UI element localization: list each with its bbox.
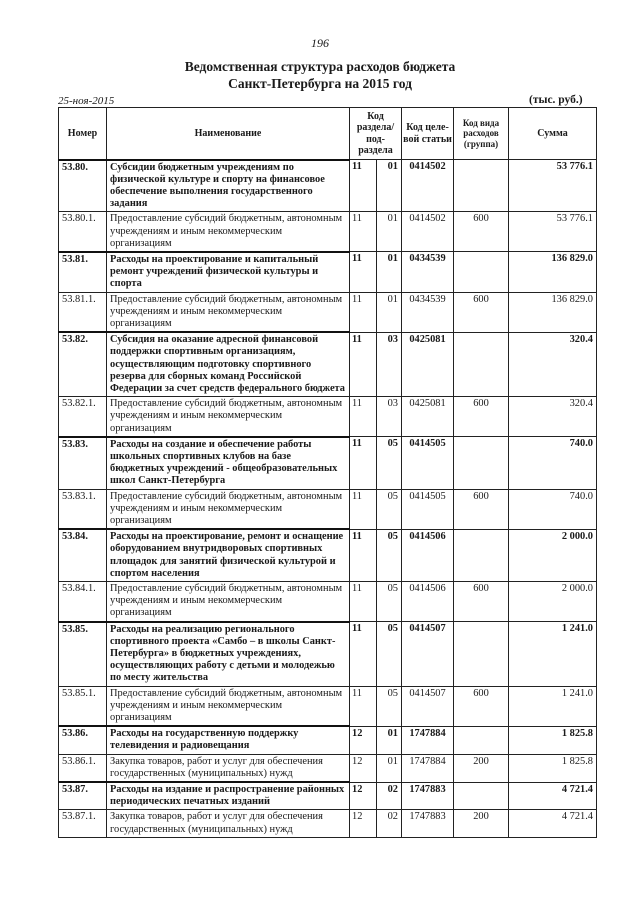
row-subsection: 05 [377, 622, 402, 687]
row-expense-type: 600 [454, 582, 509, 622]
row-sum: 1 241.0 [509, 622, 597, 687]
row-sum: 136 829.0 [509, 252, 597, 292]
row-subsection: 03 [377, 397, 402, 437]
row-article: 0414506 [402, 529, 454, 581]
row-expense-type [454, 437, 509, 489]
row-section: 11 [350, 292, 377, 332]
row-expense-type: 600 [454, 489, 509, 529]
row-section: 12 [350, 754, 377, 782]
header-expense-type: Код вида расходов (группа) [454, 108, 509, 160]
row-subsection: 05 [377, 529, 402, 581]
row-name: Предоставление субсидий бюджетным, автономным учреждениям и иным некоммерческим организациям [107, 686, 350, 726]
row-subsection: 05 [377, 582, 402, 622]
row-number: 53.85.1. [59, 686, 107, 726]
row-number: 53.83. [59, 437, 107, 489]
row-article: 0434539 [402, 252, 454, 292]
row-expense-type [454, 622, 509, 687]
table-row [59, 622, 597, 687]
table-row [59, 212, 597, 252]
row-article: 0414502 [402, 160, 454, 212]
row-article: 0425081 [402, 397, 454, 437]
row-name: Расходы на проектирование и капитальный ремонт учреждений физической культуры и спорта [107, 252, 350, 292]
table-row [59, 252, 597, 292]
row-article: 1747883 [402, 810, 454, 837]
row-section: 11 [350, 489, 377, 529]
document-date: 25-ноя-2015 [58, 95, 115, 107]
row-sum: 320.4 [509, 332, 597, 397]
row-expense-type [454, 726, 509, 754]
row-name: Расходы на создание и обеспечение работы школьных спортивных клубов на базе бюджетных учреждений - общеобразовательных школ Санкт-Петербурга [107, 437, 350, 489]
table-row [59, 160, 597, 212]
row-number: 53.85. [59, 622, 107, 687]
row-section: 11 [350, 332, 377, 397]
row-section: 12 [350, 810, 377, 837]
table-row [59, 726, 597, 754]
row-number: 53.86.1. [59, 754, 107, 782]
table-body [59, 160, 597, 838]
row-section: 11 [350, 160, 377, 212]
row-article: 0425081 [402, 332, 454, 397]
row-section: 12 [350, 782, 377, 810]
title-line-1: Ведомственная структура расходов бюджета [184, 59, 456, 74]
table-row [59, 489, 597, 529]
row-sum: 2 000.0 [509, 529, 597, 581]
row-expense-type: 600 [454, 212, 509, 252]
row-subsection: 01 [377, 252, 402, 292]
row-section: 11 [350, 212, 377, 252]
row-section: 11 [350, 252, 377, 292]
row-number: 53.83.1. [59, 489, 107, 529]
row-article: 0414507 [402, 686, 454, 726]
row-name: Предоставление субсидий бюджетным, автономным учреждениям и иным некоммерческим организациям [107, 292, 350, 332]
table-row [59, 437, 597, 489]
row-subsection: 02 [377, 810, 402, 837]
row-article: 1747883 [402, 782, 454, 810]
expenses-table [58, 107, 597, 838]
row-subsection: 05 [377, 489, 402, 529]
row-sum: 4 721.4 [509, 782, 597, 810]
row-name: Предоставление субсидий бюджетным, автономным учреждениям и иным некоммерческим организациям [107, 582, 350, 622]
row-expense-type [454, 160, 509, 212]
row-article: 0434539 [402, 292, 454, 332]
header-section: Код раздела/ под-раздела [350, 108, 402, 160]
header-number: Номер [59, 108, 107, 160]
header-article: Код целе-вой статьи [402, 108, 454, 160]
row-expense-type [454, 782, 509, 810]
row-name: Расходы на реализацию регионального спортивного проекта «Самбо – в школы Санкт-Петербурга» в бюджетных учреждениях, осуществляющих работу с детьми и молодежью по месту жительства [107, 622, 350, 687]
row-section: 12 [350, 726, 377, 754]
table-row [59, 529, 597, 581]
row-expense-type: 200 [454, 754, 509, 782]
row-name: Закупка товаров, работ и услуг для обеспечения государственных (муниципальных) нужд [107, 810, 350, 837]
row-sum: 2 000.0 [509, 582, 597, 622]
row-article: 0414507 [402, 622, 454, 687]
row-number: 53.82.1. [59, 397, 107, 437]
table-row [59, 810, 597, 837]
row-expense-type: 200 [454, 810, 509, 837]
row-expense-type [454, 529, 509, 581]
row-subsection: 01 [377, 292, 402, 332]
row-article: 1747884 [402, 754, 454, 782]
row-number: 53.86. [59, 726, 107, 754]
row-article: 0414502 [402, 212, 454, 252]
document-title [0, 58, 640, 92]
row-expense-type: 600 [454, 686, 509, 726]
row-number: 53.82. [59, 332, 107, 397]
row-sum: 1 825.8 [509, 726, 597, 754]
row-expense-type: 600 [454, 292, 509, 332]
table-row [59, 332, 597, 397]
row-number: 53.84.1. [59, 582, 107, 622]
row-article: 0414505 [402, 437, 454, 489]
row-name: Предоставление субсидий бюджетным, автономным учреждениям и иным некоммерческим организациям [107, 212, 350, 252]
table-row [59, 582, 597, 622]
row-article: 0414506 [402, 582, 454, 622]
row-expense-type [454, 332, 509, 397]
table-row [59, 292, 597, 332]
row-section: 11 [350, 397, 377, 437]
page-number: 196 [311, 36, 329, 50]
row-subsection: 01 [377, 754, 402, 782]
row-subsection: 02 [377, 782, 402, 810]
row-subsection: 05 [377, 437, 402, 489]
row-article: 1747884 [402, 726, 454, 754]
row-name: Предоставление субсидий бюджетным, автономным учреждениям и иным некоммерческим организациям [107, 489, 350, 529]
table-row [59, 754, 597, 782]
row-section: 11 [350, 582, 377, 622]
row-subsection: 01 [377, 212, 402, 252]
row-number: 53.80. [59, 160, 107, 212]
row-name: Расходы на государственную поддержку телевидения и радиовещания [107, 726, 350, 754]
row-name: Закупка товаров, работ и услуг для обеспечения государственных (муниципальных) нужд [107, 754, 350, 782]
table-row [59, 686, 597, 726]
row-article: 0414505 [402, 489, 454, 529]
row-sum: 320.4 [509, 397, 597, 437]
row-name: Расходы на издание и распространение районных периодических печатных изданий [107, 782, 350, 810]
row-subsection: 01 [377, 726, 402, 754]
row-section: 11 [350, 622, 377, 687]
row-name: Предоставление субсидий бюджетным, автономным учреждениям и иным некоммерческим организациям [107, 397, 350, 437]
row-number: 53.87.1. [59, 810, 107, 837]
row-name: Расходы на проектирование, ремонт и оснащение оборудованием внутридворовых спортивных площадок для занятий физической культурой и спортом населения [107, 529, 350, 581]
row-section: 11 [350, 686, 377, 726]
row-sum: 4 721.4 [509, 810, 597, 837]
row-sum: 740.0 [509, 489, 597, 529]
row-number: 53.80.1. [59, 212, 107, 252]
row-expense-type: 600 [454, 397, 509, 437]
title-line-2: Санкт-Петербурга на 2015 год [228, 76, 412, 91]
row-name: Субсидия на оказание адресной финансовой поддержки спортивным организациям, осуществляющим подготовку спортивного резерва для сборных команд Российской Федерации за счет средств федерального бюджета [107, 332, 350, 397]
row-number: 53.84. [59, 529, 107, 581]
table-row [59, 782, 597, 810]
row-expense-type [454, 252, 509, 292]
header-name: Наименование [107, 108, 350, 160]
header-sum: Сумма [509, 108, 597, 160]
row-sum: 53 776.1 [509, 212, 597, 252]
row-subsection: 01 [377, 160, 402, 212]
row-name: Субсидии бюджетным учреждениям по физической культуре и спорту на финансовое обеспечение выполнения государственного задания [107, 160, 350, 212]
row-sum: 1 241.0 [509, 686, 597, 726]
row-number: 53.81.1. [59, 292, 107, 332]
row-section: 11 [350, 437, 377, 489]
row-section: 11 [350, 529, 377, 581]
table-header-row [59, 108, 597, 160]
row-number: 53.81. [59, 252, 107, 292]
row-number: 53.87. [59, 782, 107, 810]
row-sum: 740.0 [509, 437, 597, 489]
row-sum: 1 825.8 [509, 754, 597, 782]
row-subsection: 05 [377, 686, 402, 726]
row-sum: 53 776.1 [509, 160, 597, 212]
table-row [59, 397, 597, 437]
units-label: (тыс. руб.) [529, 94, 583, 106]
row-subsection: 03 [377, 332, 402, 397]
row-sum: 136 829.0 [509, 292, 597, 332]
